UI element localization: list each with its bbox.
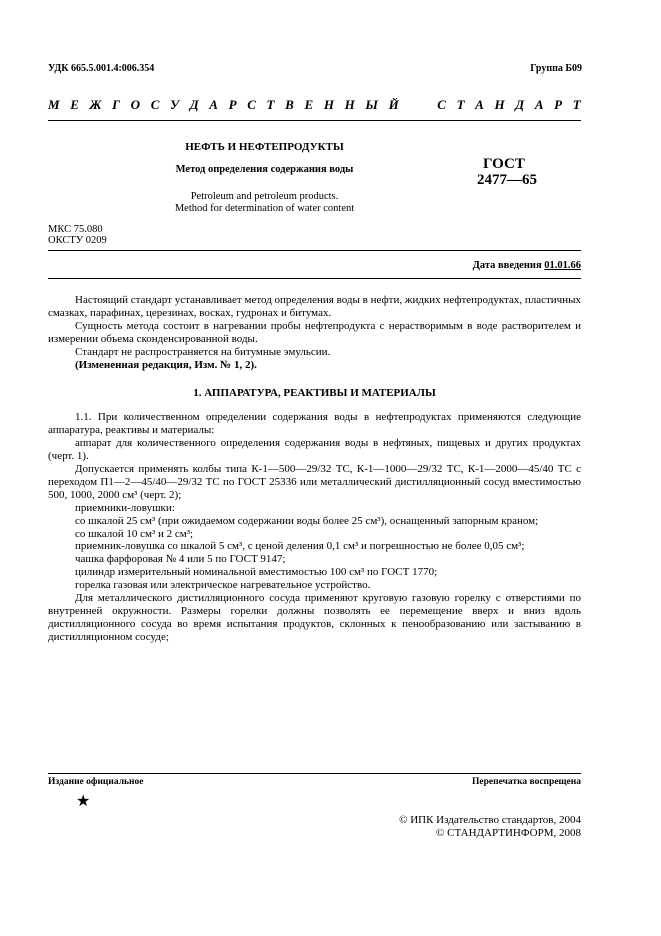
section-heading: 1. АППАРАТУРА, РЕАКТИВЫ И МАТЕРИАЛЫ: [193, 387, 436, 400]
reprint-prohibited: Перепечатка воспрещена: [471, 777, 581, 787]
paragraph: Для металлического дистилляционного сосуда применяют круговую газовую горелку с отверстиями по внутренней окружности. Размеры горелки должны позволять ее перемещение вверх и вниз вдоль дистилляционного сосуда во время испытания продуктов, склонных к пенообразованию или застыванию в дистилляционном сосуде;: [48, 592, 581, 643]
okstu-code: ОКСТУ 0209: [48, 235, 107, 246]
banner-letter: Т: [572, 97, 581, 112]
divider: [48, 278, 581, 279]
intro-date-label: Дата введения: [472, 260, 542, 271]
banner-letter: Н: [494, 97, 505, 112]
banner-letter: [409, 97, 412, 113]
divider: [48, 250, 581, 251]
banner-letter: Е: [70, 97, 79, 112]
banner-letter: Н: [344, 97, 355, 112]
body-text: [48, 294, 581, 644]
paragraph: Настоящий стандарт устанавливает метод определения воды в нефти, жидких нефтепродуктах, пластичных смазках, парафинах, церезинах, восках, гудронах и битумах.: [48, 294, 581, 319]
list-item: со шкалой 10 см³ и 2 см³;: [75, 527, 194, 540]
banner-letter: У: [170, 97, 180, 112]
official-edition: Издание официальное: [48, 777, 144, 787]
banner-letter: Ж: [89, 97, 102, 112]
english-title-line2: Method for determination of water content: [174, 203, 355, 214]
banner-letter: Н: [323, 97, 334, 112]
banner-letter: А: [475, 97, 484, 112]
list-item: со шкалой 25 см³ (при ожидаемом содержании воды более 25 см³), оснащенный запорным краном;: [75, 514, 539, 527]
list-item: приемники-ловушки:: [75, 501, 175, 514]
paragraph: аппарат для количественного определения содержания воды в нефтяных, пищевых и других продуктах (черт. 1).: [48, 437, 581, 463]
copyright-line: © ИПК Издательство стандартов, 2004: [399, 814, 581, 826]
paragraph: 1.1. При количественном определении содержания воды в нефтепродуктах применяются следующие аппаратура, реактивы и материалы:: [48, 411, 581, 437]
banner-letter: Ы: [365, 97, 378, 112]
list-item: горелка газовая или электрическое нагревательное устройство.: [75, 579, 371, 592]
divider: [48, 120, 581, 121]
banner-letter: Р: [554, 97, 563, 112]
banner-letter: Г: [112, 97, 120, 112]
gost-number: 2477—65: [477, 172, 537, 188]
paragraph: Сущность метода состоит в нагревании пробы нефтепродукта с нерастворимым в воде растворителем и измерении объема сконденсированной воды.: [48, 319, 581, 345]
list-item: чашка фарфоровая № 4 или 5 по ГОСТ 9147;: [75, 553, 286, 566]
banner-letter: Т: [266, 97, 275, 112]
banner-letter: Й: [388, 97, 399, 112]
document-title: НЕФТЬ И НЕФТЕПРОДУКТЫ: [185, 141, 344, 153]
intro-date-value: 01.01.66: [544, 260, 581, 271]
banner-letter: А: [209, 97, 218, 112]
star-icon: ★: [76, 793, 91, 810]
copyright-line: © СТАНДАРТИНФОРМ, 2008: [436, 827, 581, 839]
banner-letter: С: [437, 97, 446, 112]
document-subtitle: Метод определения содержания воды: [175, 164, 354, 175]
banner-letter: Т: [456, 97, 465, 112]
banner-letter: [423, 97, 426, 113]
banner-letter: Р: [228, 97, 237, 112]
banner-letter: В: [285, 97, 294, 112]
udk-code: УДК 665.5.001.4:006.354: [48, 63, 155, 74]
divider: [48, 773, 581, 774]
english-title-line1: Petroleum and petroleum products.: [190, 191, 339, 202]
banner-letter: М: [48, 97, 60, 112]
amendment-note: (Измененная редакция, Изм. № 1, 2).: [75, 358, 257, 371]
list-item: цилиндр измерительный номинальной вместимостью 100 см³ по ГОСТ 1770;: [75, 566, 438, 579]
list-item: приемник-ловушка со шкалой 5 см³, с ценой деления 0,1 см³ и погрешностью не более 0,05 см³;: [75, 540, 525, 553]
mks-code: МКС 75.080: [48, 224, 103, 235]
banner-letter: Д: [515, 97, 525, 112]
banner-letter: С: [150, 97, 160, 112]
paragraph: Допускается применять колбы типа К-1—500—29/32 ТС, К-1—1000—29/32 ТС, К-1—2000—45/40 ТС с переходом П1—2—45/40—29/32 ТС по ГОСТ 25336 или металлический дистилляционный сосуд вместимостью 500, 1000, 2000 см³ (черт. 2);: [48, 462, 581, 501]
banner-letter: А: [534, 97, 544, 112]
banner-letter: Е: [304, 97, 314, 112]
paragraph: Стандарт не распространяется на битумные эмульсии.: [75, 345, 331, 358]
interstate-standard-banner: [48, 97, 581, 113]
gost-label: ГОСТ: [483, 156, 525, 172]
banner-letter: Д: [189, 97, 199, 112]
intro-date: [473, 260, 581, 271]
banner-letter: С: [247, 97, 256, 112]
banner-letter: О: [130, 97, 141, 112]
group-code: Группа Б09: [530, 63, 582, 74]
